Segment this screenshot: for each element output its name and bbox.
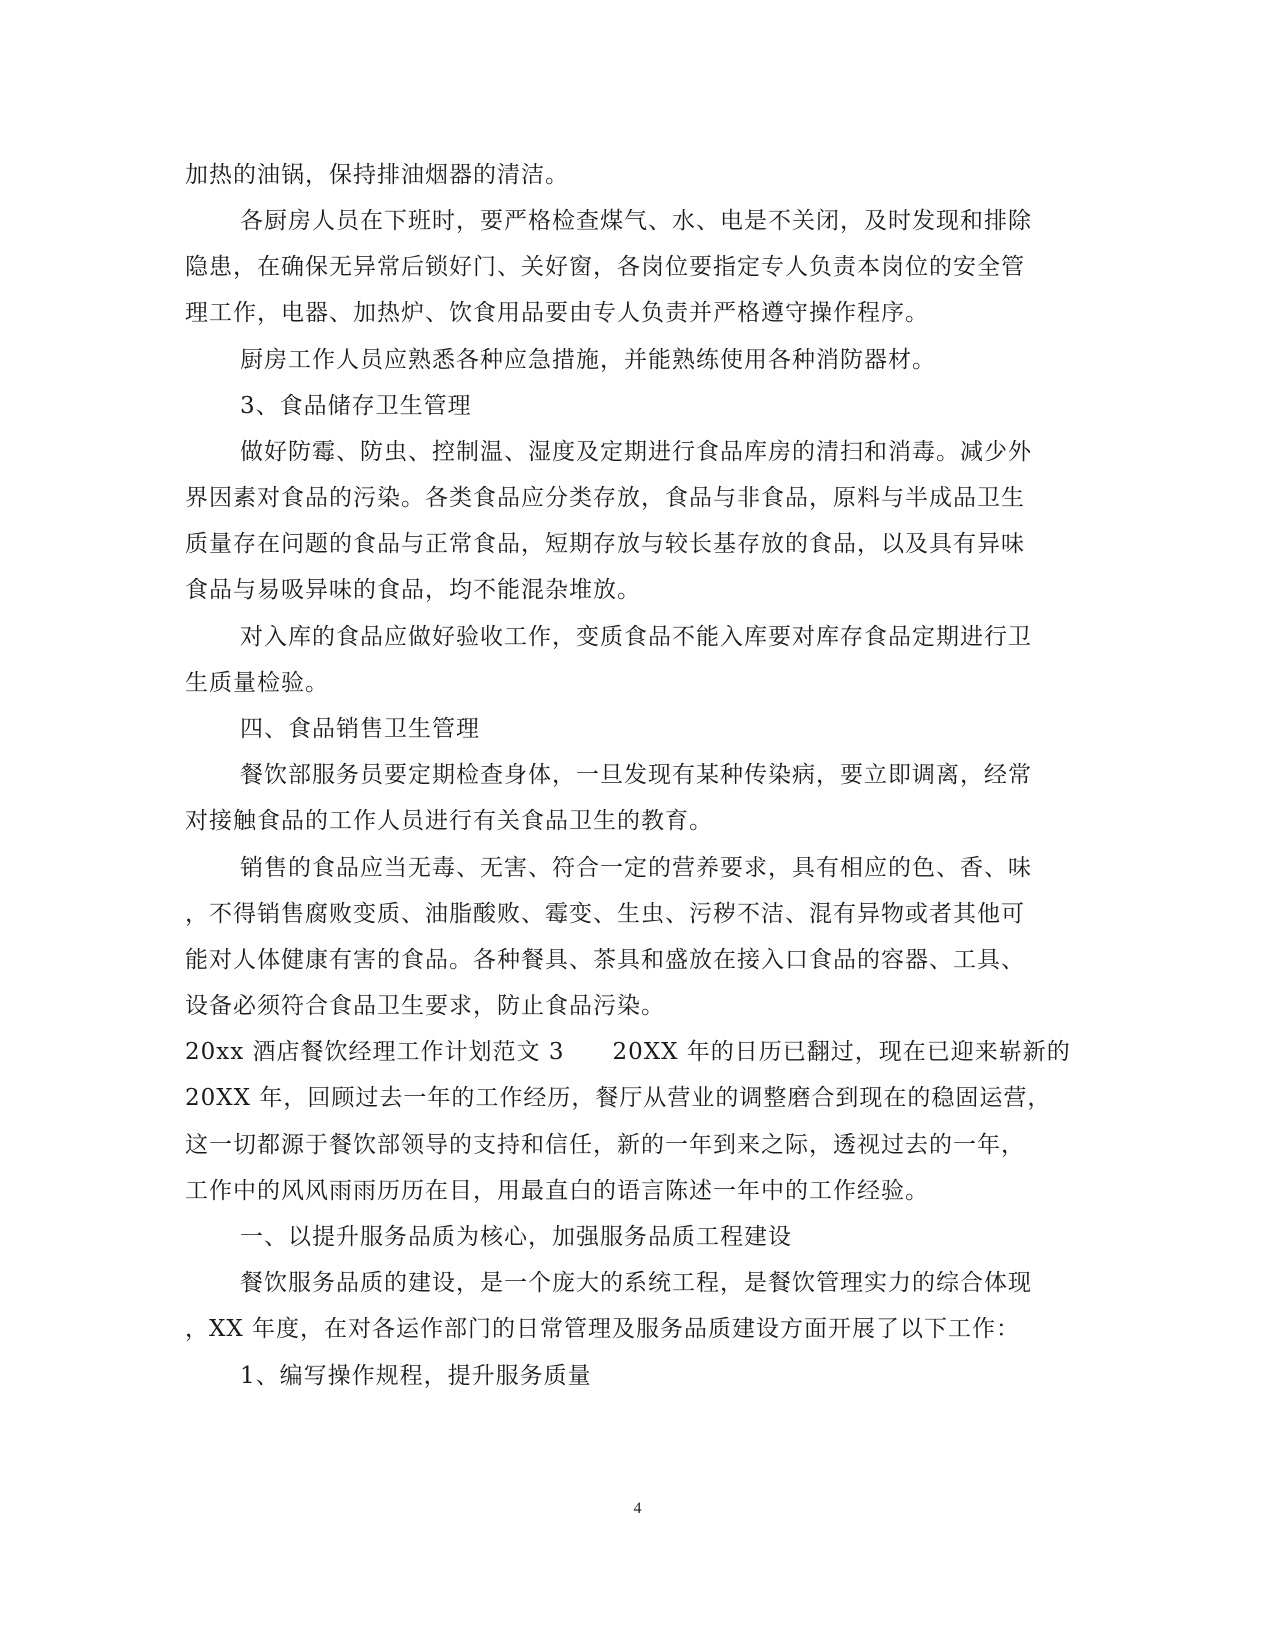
text-line: 做好防霉、防虫、控制温、湿度及定期进行食品库房的清扫和消毒。减少外 (240, 439, 1032, 465)
text-line: 销售的食品应当无毒、无害、符合一定的营养要求，具有相应的色、香、味 (240, 855, 1032, 881)
section-heading: 1、编写操作规程，提升服务质量 (240, 1363, 592, 1389)
text-line: ，XX 年度，在对各运作部门的日常管理及服务品质建设方面开展了以下工作： (185, 1316, 1021, 1342)
text-line: 界因素对食品的污染。各类食品应分类存放，食品与非食品，原料与半成品卫生 (185, 485, 1025, 511)
text-line: 食品与易吸异味的食品，均不能混杂堆放。 (185, 577, 641, 603)
text-line: 各厨房人员在下班时，要严格检查煤气、水、电是不关闭，及时发现和排除 (240, 208, 1032, 234)
text-line: 加热的油锅，保持排油烟器的清洁。 (185, 162, 569, 188)
section-heading: 四、食品销售卫生管理 (240, 716, 480, 742)
text-line: 质量存在问题的食品与正常食品，短期存放与较长基存放的食品，以及具有异味 (185, 531, 1025, 557)
text-line: 20XX 年，回顾过去一年的工作经历，餐厅从营业的调整磨合到现在的稳固运营， (185, 1085, 1052, 1111)
text-line: 理工作，电器、加热炉、饮食用品要由专人负责并严格遵守操作程序。 (185, 300, 929, 326)
text-line: 这一切都源于餐饮部领导的支持和信任，新的一年到来之际，透视过去的一年， (185, 1132, 1025, 1158)
text-line: 能对人体健康有害的食品。各种餐具、茶具和盛放在接入口食品的容器、工具、 (185, 947, 1025, 973)
text-line: 工作中的风风雨雨历历在目，用最直白的语言陈述一年中的工作经验。 (185, 1178, 929, 1204)
text-line: 隐患，在确保无异常后锁好门、关好窗，各岗位要指定专人负责本岗位的安全管 (185, 254, 1025, 280)
text-line: 生质量检验。 (185, 670, 329, 696)
section-heading: 3、食品储存卫生管理 (240, 393, 472, 419)
text-line: 餐饮部服务员要定期检查身体，一旦发现有某种传染病，要立即调离，经常 (240, 762, 1032, 788)
text-line: 厨房工作人员应熟悉各种应急措施，并能熟练使用各种消防器材。 (240, 347, 936, 373)
text-line: ，不得销售腐败变质、油脂酸败、霉变、生虫、污秽不洁、混有异物或者其他可 (185, 901, 1025, 927)
text-line: 设备必须符合食品卫生要求，防止食品污染。 (185, 993, 665, 1019)
page-number: 4 (633, 1500, 642, 1517)
text-line: 餐饮服务品质的建设，是一个庞大的系统工程，是餐饮管理实力的综合体现 (240, 1270, 1032, 1296)
text-line: 20xx 酒店餐饮经理工作计划范文 3 20XX 年的日历已翻过，现在已迎来崭新的 (185, 1039, 1071, 1065)
text-line: 对入库的食品应做好验收工作，变质食品不能入库要对库存食品定期进行卫 (240, 624, 1032, 650)
section-heading: 一、以提升服务品质为核心，加强服务品质工程建设 (240, 1224, 792, 1250)
text-line: 对接触食品的工作人员进行有关食品卫生的教育。 (185, 808, 713, 834)
